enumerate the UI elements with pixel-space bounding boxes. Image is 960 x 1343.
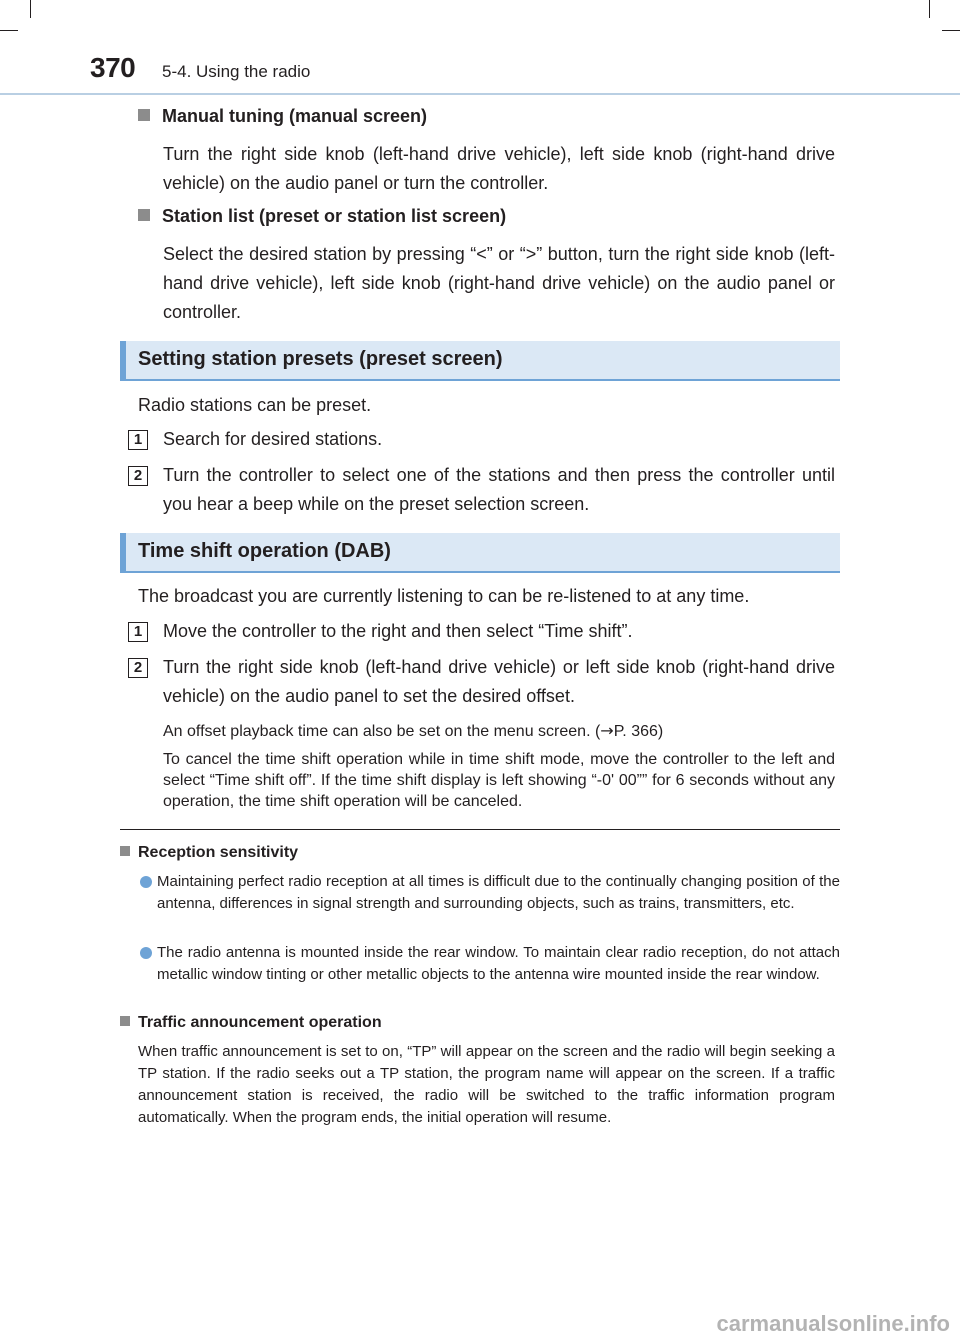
page-header (0, 0, 960, 96)
station-list-text: Select the desired station by pressing “<” or “>” button, turn the right side knob (left-hand drive vehicle), left side knob (right-hand drive vehicle) on the audio panel or controller. (163, 244, 835, 322)
time-shift-title-bar (120, 533, 840, 573)
station-list-heading: Station list (preset or station list screen) (138, 206, 506, 227)
square-bullet-icon (138, 209, 150, 221)
time-shift-intro: The broadcast you are currently listening to can be re-listened to at any time. (138, 586, 750, 606)
presets-step-1: Search for desired stations. (163, 429, 383, 449)
time-shift-step-2: Turn the right side knob (left-hand drive vehicle) or left side knob (right-hand drive vehicle) on the audio panel to set the desired offset. (163, 657, 835, 706)
section-divider (120, 829, 840, 830)
traffic-text: When traffic announcement is set to on, “TP” will appear on the screen and the radio will begin seeking a TP station. If the radio seeks out a TP station, the program name will appear on the screen. If a traffic announcement station is received, the radio will be switched to the traffic information program automatically. When the program ends, the initial operation will resume. (138, 1043, 835, 1126)
circle-bullet-icon (140, 947, 152, 959)
manual-tuning-text: Turn the right side knob (left-hand drive vehicle), left side knob (right-hand drive vehicle) on the audio panel or turn the controller. (163, 144, 835, 193)
time-shift-title: Time shift operation (DAB) (138, 540, 391, 562)
square-bullet-icon (120, 1016, 130, 1026)
step-number-badge: 2 (128, 658, 148, 678)
step-number-badge: 1 (128, 622, 148, 642)
circle-bullet-icon (140, 876, 152, 888)
header-rule (0, 93, 960, 95)
traffic-heading: Traffic announcement operation (120, 1014, 382, 1032)
manual-tuning-heading: Manual tuning (manual screen) (138, 106, 427, 127)
time-shift-step-1: Move the controller to the right and then select “Time shift”. (163, 621, 633, 641)
square-bullet-icon (120, 846, 130, 856)
watermark: carmanualsonline.info (716, 1311, 950, 1336)
offset-note: An offset playback time can also be set on the menu screen. (→P. 366) (163, 721, 664, 740)
step-number-badge: 2 (128, 466, 148, 486)
reception-bullet-2: The radio antenna is mounted inside the rear window. To maintain clear radio reception, do not attach metallic window tinting or other metallic objects to the antenna wire mounted inside the rear window. (157, 944, 840, 983)
reception-heading: Reception sensitivity (120, 844, 298, 862)
page-reference-link[interactable]: P. 366) (613, 723, 664, 740)
presets-title: Setting station presets (preset screen) (138, 348, 503, 370)
section-title: 5-4. Using the radio (162, 62, 311, 81)
reception-bullet-1: Maintaining perfect radio reception at all times is difficult due to the continually changing position of the antenna, differences in signal strength and surrounding objects, such as trains, transmitters, etc. (157, 873, 840, 912)
presets-intro: Radio stations can be preset. (138, 395, 372, 415)
page-number: 370 (90, 52, 136, 83)
presets-step-2: Turn the controller to select one of the stations and then press the controller until you hear a beep while on the preset selection screen. (163, 465, 835, 514)
square-bullet-icon (138, 109, 150, 121)
arrow-right-icon: → (600, 721, 614, 740)
cancel-note: To cancel the time shift operation while in time shift mode, move the controller to the left and select “Time shift off”. If the time shift display is left showing “-0' 00”” for 6 seconds without any operation, the time shift operation will be canceled. (163, 751, 835, 810)
step-number-badge: 1 (128, 430, 148, 450)
presets-title-bar (120, 341, 840, 381)
